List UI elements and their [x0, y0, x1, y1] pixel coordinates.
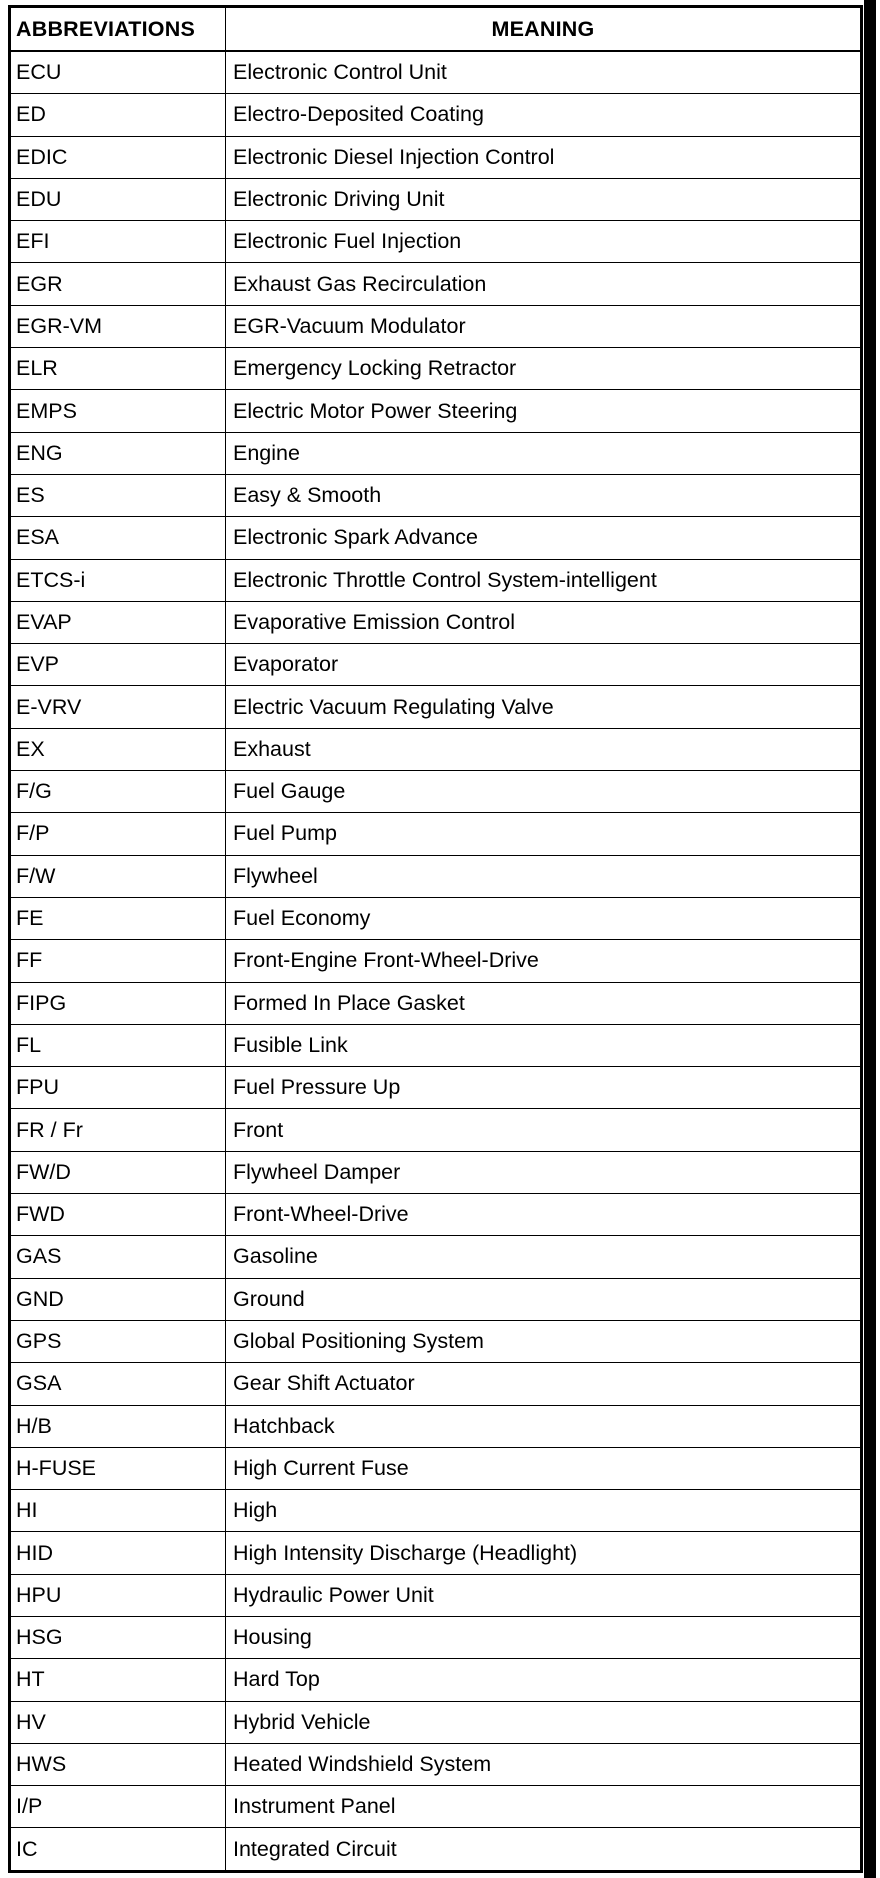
abbreviation-cell: HWS	[10, 1743, 226, 1785]
abbreviation-cell: HPU	[10, 1574, 226, 1616]
table-row	[10, 94, 862, 136]
table-row	[10, 263, 862, 305]
table-row	[10, 517, 862, 559]
meaning-cell: Hydraulic Power Unit	[226, 1574, 862, 1616]
meaning-cell: Housing	[226, 1616, 862, 1658]
meaning-cell: Fusible Link	[226, 1024, 862, 1066]
abbreviation-cell: ELR	[10, 348, 226, 390]
table-row	[10, 940, 862, 982]
abbreviation-cell: F/P	[10, 813, 226, 855]
meaning-cell: High	[226, 1490, 862, 1532]
meaning-cell: Electronic Fuel Injection	[226, 221, 862, 263]
abbreviation-cell: HT	[10, 1659, 226, 1701]
table-row	[10, 1574, 862, 1616]
abbreviation-cell: EVAP	[10, 601, 226, 643]
meaning-cell: Exhaust Gas Recirculation	[226, 263, 862, 305]
abbreviation-cell: EGR-VM	[10, 305, 226, 347]
table-row	[10, 1320, 862, 1362]
table-row	[10, 1405, 862, 1447]
abbreviation-cell: FPU	[10, 1067, 226, 1109]
meaning-cell: Heated Windshield System	[226, 1743, 862, 1785]
abbreviation-cell: F/W	[10, 855, 226, 897]
meaning-cell: Ground	[226, 1278, 862, 1320]
table-header-row	[10, 7, 862, 52]
table-row	[10, 1447, 862, 1489]
meaning-cell: Front-Engine Front-Wheel-Drive	[226, 940, 862, 982]
abbreviation-cell: HSG	[10, 1616, 226, 1658]
meaning-cell: Integrated Circuit	[226, 1828, 862, 1871]
meaning-cell: Hard Top	[226, 1659, 862, 1701]
meaning-column-header: MEANING	[226, 7, 862, 52]
table-row	[10, 1363, 862, 1405]
abbreviation-cell: FW/D	[10, 1151, 226, 1193]
abbreviation-cell: FL	[10, 1024, 226, 1066]
meaning-cell: Evaporator	[226, 644, 862, 686]
abbreviation-cell: EDU	[10, 178, 226, 220]
meaning-cell: Fuel Economy	[226, 897, 862, 939]
abbreviation-cell: HI	[10, 1490, 226, 1532]
abbreviation-cell: GPS	[10, 1320, 226, 1362]
abbreviation-cell: ES	[10, 474, 226, 516]
table-row	[10, 390, 862, 432]
meaning-cell: Electronic Diesel Injection Control	[226, 136, 862, 178]
table-row	[10, 1024, 862, 1066]
table-row	[10, 1786, 862, 1828]
table-row	[10, 1236, 862, 1278]
abbreviation-cell: ETCS-i	[10, 559, 226, 601]
meaning-cell: Instrument Panel	[226, 1786, 862, 1828]
meaning-cell: Electric Motor Power Steering	[226, 390, 862, 432]
table-row	[10, 813, 862, 855]
table-body	[10, 51, 862, 1871]
table-row	[10, 1659, 862, 1701]
table-row	[10, 559, 862, 601]
table-row	[10, 1701, 862, 1743]
table-row	[10, 1151, 862, 1193]
abbreviations-column-header: ABBREVIATIONS	[10, 7, 226, 52]
meaning-cell: Fuel Gauge	[226, 771, 862, 813]
table-row	[10, 221, 862, 263]
abbreviation-cell: ECU	[10, 51, 226, 94]
abbreviation-cell: H/B	[10, 1405, 226, 1447]
abbreviation-cell: HV	[10, 1701, 226, 1743]
meaning-cell: Easy & Smooth	[226, 474, 862, 516]
table-row	[10, 348, 862, 390]
meaning-cell: Flywheel Damper	[226, 1151, 862, 1193]
table-row	[10, 1194, 862, 1236]
meaning-cell: Engine	[226, 432, 862, 474]
abbreviation-cell: EMPS	[10, 390, 226, 432]
table-row	[10, 1067, 862, 1109]
table-row	[10, 1278, 862, 1320]
meaning-cell: Front-Wheel-Drive	[226, 1194, 862, 1236]
abbreviations-sheet	[8, 5, 860, 1871]
meaning-cell: Evaporative Emission Control	[226, 601, 862, 643]
meaning-cell: Electro-Deposited Coating	[226, 94, 862, 136]
meaning-cell: High Intensity Discharge (Headlight)	[226, 1532, 862, 1574]
table-row	[10, 136, 862, 178]
table-row	[10, 1532, 862, 1574]
abbreviation-cell: F/G	[10, 771, 226, 813]
abbreviation-cell: HID	[10, 1532, 226, 1574]
table-row	[10, 644, 862, 686]
table-row	[10, 771, 862, 813]
abbreviation-cell: EVP	[10, 644, 226, 686]
meaning-cell: Flywheel	[226, 855, 862, 897]
abbreviation-cell: FF	[10, 940, 226, 982]
abbreviation-cell: GAS	[10, 1236, 226, 1278]
meaning-cell: Electric Vacuum Regulating Valve	[226, 686, 862, 728]
table-row	[10, 982, 862, 1024]
abbreviation-cell: EGR	[10, 263, 226, 305]
meaning-cell: EGR-Vacuum Modulator	[226, 305, 862, 347]
meaning-cell: Hybrid Vehicle	[226, 1701, 862, 1743]
meaning-cell: Emergency Locking Retractor	[226, 348, 862, 390]
meaning-cell: Global Positioning System	[226, 1320, 862, 1362]
abbreviation-cell: GSA	[10, 1363, 226, 1405]
meaning-cell: Gasoline	[226, 1236, 862, 1278]
abbreviation-cell: ESA	[10, 517, 226, 559]
table-row	[10, 178, 862, 220]
meaning-cell: Fuel Pump	[226, 813, 862, 855]
abbreviation-cell: EDIC	[10, 136, 226, 178]
table-row	[10, 686, 862, 728]
abbreviation-cell: GND	[10, 1278, 226, 1320]
abbreviation-cell: EX	[10, 728, 226, 770]
meaning-cell: Hatchback	[226, 1405, 862, 1447]
abbreviation-cell: I/P	[10, 1786, 226, 1828]
abbreviation-cell: FWD	[10, 1194, 226, 1236]
table-row	[10, 1828, 862, 1871]
meaning-cell: Electronic Throttle Control System-intelligent	[226, 559, 862, 601]
table-row	[10, 897, 862, 939]
abbreviation-cell: FR / Fr	[10, 1109, 226, 1151]
table-row	[10, 855, 862, 897]
abbreviation-cell: FIPG	[10, 982, 226, 1024]
abbreviation-cell: ED	[10, 94, 226, 136]
table-row	[10, 1616, 862, 1658]
abbreviation-cell: ENG	[10, 432, 226, 474]
meaning-cell: High Current Fuse	[226, 1447, 862, 1489]
table-row	[10, 432, 862, 474]
abbreviation-cell: H-FUSE	[10, 1447, 226, 1489]
table-row	[10, 601, 862, 643]
meaning-cell: Gear Shift Actuator	[226, 1363, 862, 1405]
abbreviation-cell: IC	[10, 1828, 226, 1871]
page-edge-bar	[864, 0, 876, 1878]
abbreviation-cell: E-VRV	[10, 686, 226, 728]
abbreviation-cell: FE	[10, 897, 226, 939]
meaning-cell: Electronic Control Unit	[226, 51, 862, 94]
meaning-cell: Exhaust	[226, 728, 862, 770]
abbreviation-cell: EFI	[10, 221, 226, 263]
abbreviations-table	[8, 5, 863, 1873]
meaning-cell: Formed In Place Gasket	[226, 982, 862, 1024]
meaning-cell: Front	[226, 1109, 862, 1151]
table-row	[10, 1109, 862, 1151]
table-row	[10, 474, 862, 516]
meaning-cell: Electronic Driving Unit	[226, 178, 862, 220]
table-row	[10, 728, 862, 770]
table-row	[10, 1490, 862, 1532]
meaning-cell: Fuel Pressure Up	[226, 1067, 862, 1109]
meaning-cell: Electronic Spark Advance	[226, 517, 862, 559]
table-row	[10, 1743, 862, 1785]
table-row	[10, 51, 862, 94]
table-row	[10, 305, 862, 347]
